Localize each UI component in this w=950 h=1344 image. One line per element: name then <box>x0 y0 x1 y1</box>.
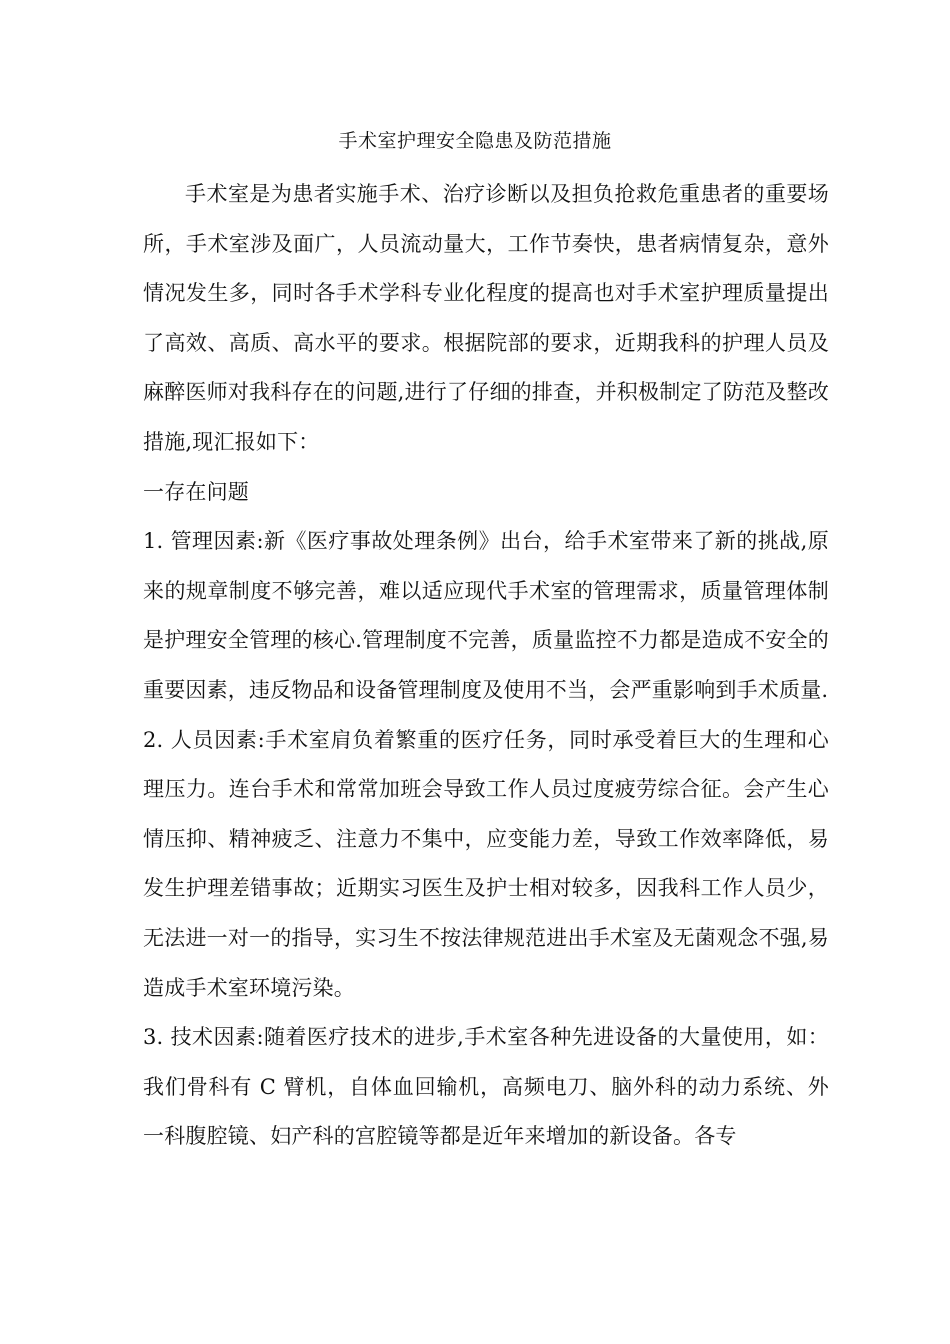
list-item: 3. 技术因素:随着医疗技术的进步,手术室各种先进设备的大量使用，如：我们骨科有 C 臂机，自体血回输机，高频电刀、脑外科的动力系统、外一科腹腔镜、妇产科的宫腔镜等都是近年来增加的新设备。各专 <box>143 1025 829 1149</box>
list-item: 2. 人员因素:手术室肩负着繁重的医疗任务，同时承受着巨大的生理和心理压力。连台手术和常常加班会导致工作人员过度疲劳综合征。会产生心情压抑、精神疲乏、注意力不集中，应变能力差，导致工作效率降低，易发生护理差错事故；近期实习医生及护士相对较多，因我科工作人员少，无法进一对一的指导，实习生不按法律规范进出手术室及无菌观念不强,易造成手术室环境污染。 <box>143 727 829 1000</box>
section-heading: 一存在问题 <box>143 479 249 504</box>
intro-paragraph: 手术室是为患者实施手术、治疗诊断以及担负抢救危重患者的重要场所，手术室涉及面广，人员流动量大，工作节奏快，患者病情复杂，意外情况发生多，同时各手术学科专业化程度的提高也对手术室护理质量提出了高效、高质、高水平的要求。根据院部的要求，近期我科的护理人员及麻醉医师对我科存在的问题,进行了仔细的排查，并积极制定了防范及整改措施,现汇报如下： <box>143 182 829 454</box>
document-body <box>143 170 829 1162</box>
document-title: 手术室护理安全隐患及防范措施 <box>338 130 612 152</box>
list-item: 1. 管理因素:新《医疗事故处理条例》出台，给手术室带来了新的挑战,原来的规章制度不够完善，难以适应现代手术室的管理需求，质量管理体制是护理安全管理的核心.管理制度不完善，质量监控不力都是造成不安全的重要因素，违反物品和设备管理制度及使用不当，会严重影响到手术质量. <box>143 529 829 702</box>
